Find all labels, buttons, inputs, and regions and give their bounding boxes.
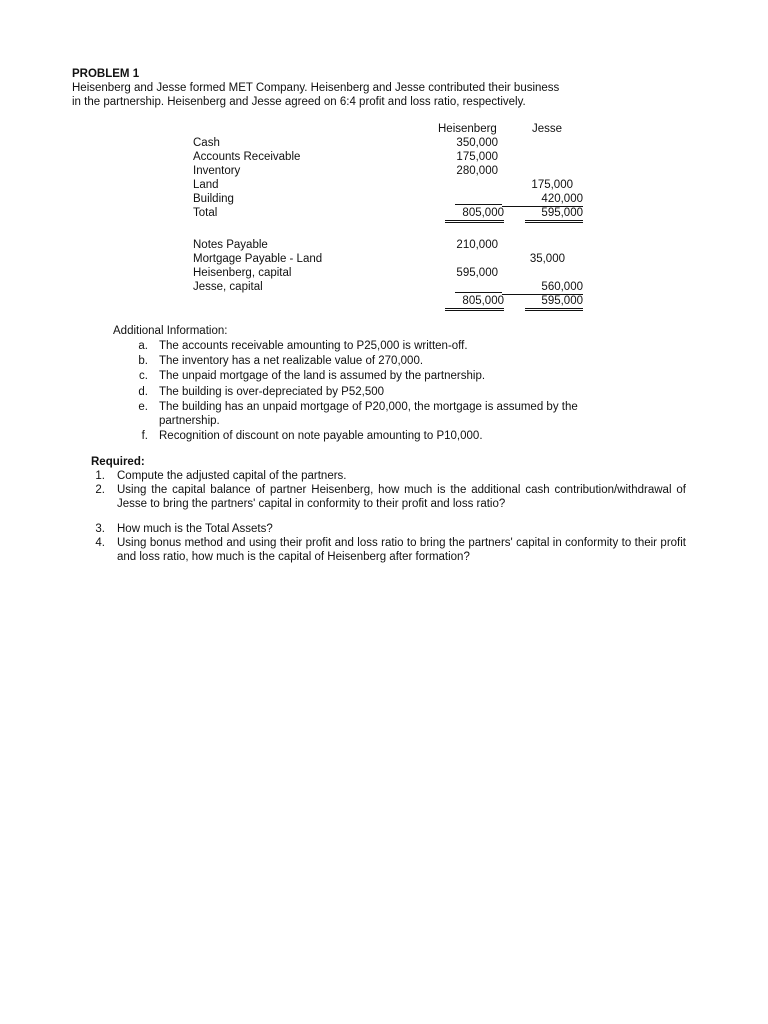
required-item-3: How much is the Total Assets? (117, 523, 273, 535)
accounts-receivable-heisenberg: 175,000 (456, 151, 498, 163)
additional-mark-d: d. (138, 386, 148, 398)
total-heisenberg: 805,000 (445, 206, 504, 223)
total-jesse: 595,000 (525, 206, 583, 223)
land-jesse: 175,000 (531, 179, 573, 191)
col-header-heisenberg: Heisenberg (438, 123, 497, 135)
required-mark-4: 4. (95, 537, 105, 549)
problem-title: PROBLEM 1 (72, 68, 140, 80)
row-label-notes-payable: Notes Payable (193, 239, 268, 251)
row-label-total: Total (193, 207, 218, 219)
row-label-accounts-receivable: Accounts Receivable (193, 151, 301, 163)
additional-item-d: The building is over-depreciated by P52,500 (159, 386, 385, 398)
required-mark-1: 1. (95, 470, 105, 482)
mortgage-payable-jesse: 35,000 (529, 253, 565, 265)
required-mark-3: 3. (95, 523, 105, 535)
heisenberg-capital-heisenberg: 595,000 (456, 267, 498, 279)
liabilities-total-heisenberg: 805,000 (445, 294, 504, 311)
additional-item-b: The inventory has a net realizable value of 270,000. (159, 355, 424, 367)
required-mark-2: 2. (95, 484, 105, 496)
row-label-land: Land (193, 179, 219, 191)
additional-item-a: The accounts receivable amounting to P25,000 is written-off. (159, 340, 468, 352)
row-label-building: Building (193, 193, 234, 205)
row-label-cash: Cash (193, 137, 220, 149)
intro-line-2: in the partnership. Heisenberg and Jesse agreed on 6:4 profit and loss ratio, respectively. (72, 96, 526, 108)
required-item-2: Using the capital balance of partner Heisenberg, how much is the additional cash contribution/withdrawal of Jesse to bring the partners' capital in conformity to their profit and loss ratio? (117, 484, 686, 510)
additional-mark-c: c. (139, 370, 148, 382)
building-heisenberg-rule (455, 192, 502, 205)
row-label-mortgage-payable: Mortgage Payable - Land (193, 253, 323, 265)
col-header-jesse: Jesse (532, 123, 563, 135)
additional-mark-b: b. (138, 355, 148, 367)
required-item-4: Using bonus method and using their profit and loss ratio to bring the partners' capital in conformity to their profit and loss ratio, how much is the capital of Heisenberg after formation? (117, 537, 686, 563)
required-item-1: Compute the adjusted capital of the partners. (117, 470, 347, 482)
additional-item-c: The unpaid mortgage of the land is assumed by the partnership. (159, 370, 486, 382)
row-label-inventory: Inventory (193, 165, 241, 177)
jesse-capital-heisenberg-rule (455, 280, 502, 293)
additional-mark-f: f. (141, 430, 148, 442)
additional-item-e-cont: partnership. (159, 415, 220, 427)
notes-payable-heisenberg: 210,000 (456, 239, 498, 251)
additional-info-heading: Additional Information: (113, 325, 228, 337)
additional-mark-e: e. (138, 401, 148, 413)
row-label-heisenberg-capital: Heisenberg, capital (193, 267, 292, 279)
cash-heisenberg: 350,000 (456, 137, 498, 149)
intro-line-1: Heisenberg and Jesse formed MET Company. Heisenberg and Jesse contributed their business (72, 82, 560, 94)
additional-item-f: Recognition of discount on note payable amounting to P10,000. (159, 430, 483, 442)
additional-mark-a: a. (138, 340, 148, 352)
jesse-capital-jesse: 560,000 (502, 280, 583, 295)
row-label-jesse-capital: Jesse, capital (193, 281, 263, 293)
liabilities-total-jesse: 595,000 (525, 294, 583, 311)
required-heading: Required: (91, 456, 145, 468)
building-jesse: 420,000 (502, 192, 583, 207)
inventory-heisenberg: 280,000 (456, 165, 498, 177)
additional-item-e: The building has an unpaid mortgage of P20,000, the mortgage is assumed by the (159, 401, 578, 413)
